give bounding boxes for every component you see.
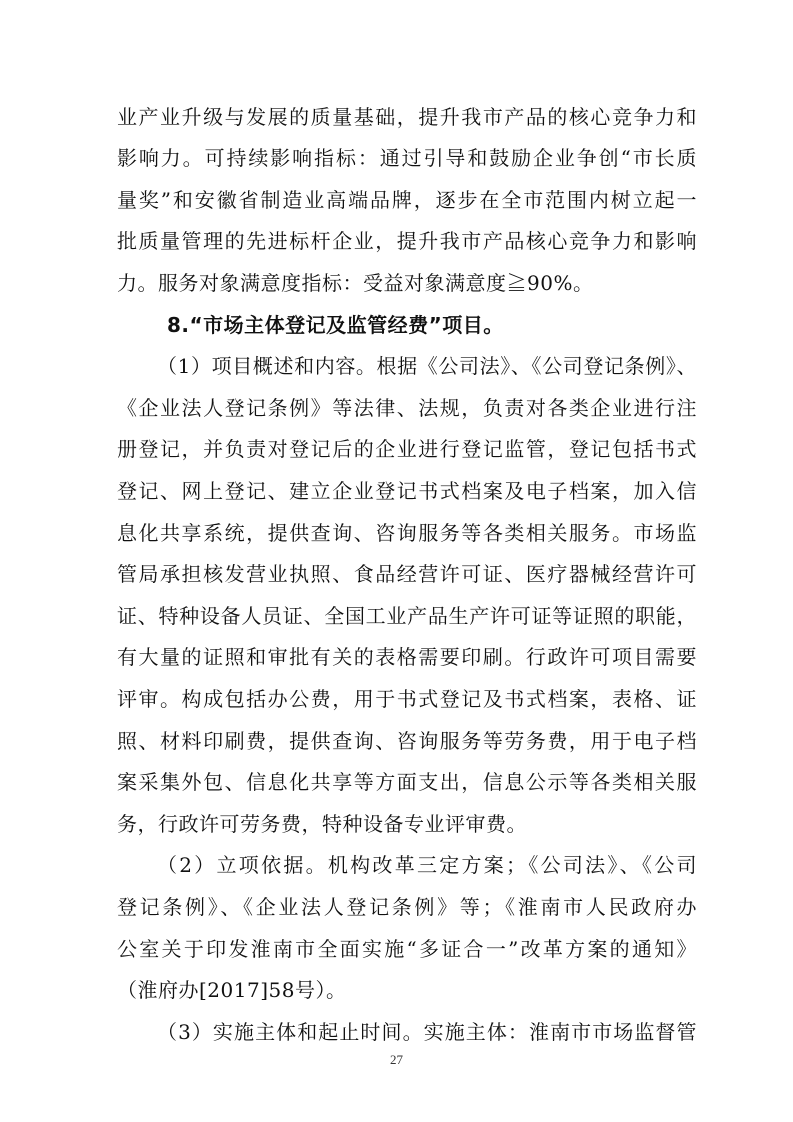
paragraph-line: 量奖”和安徽省制造业高端品牌，逐步在全市范围内树立起一 — [117, 188, 697, 212]
page-number: 27 — [390, 1052, 403, 1067]
paragraph-line: 案采集外包、信息化共享等方面支出，信息公示等各类相关服 — [117, 770, 697, 794]
paragraph-line: 册登记，并负责对登记后的企业进行登记监管，登记包括书式 — [117, 437, 697, 461]
paragraph-line: 批质量管理的先进标杆企业，提升我市产品核心竞争力和影响 — [117, 229, 697, 253]
paragraph-line: 业产业升级与发展的质量基础，提升我市产品的核心竞争力和 — [117, 105, 697, 129]
paragraph-line: 管局承担核发营业执照、食品经营许可证、医疗器械经营许可 — [117, 562, 697, 586]
section-heading: 8.“市场主体登记及监管经费”项目。 — [167, 313, 504, 337]
paragraph-line: 登记、网上登记、建立企业登记书式档案及电子档案，加入信 — [117, 479, 697, 503]
paragraph-line: （2）立项依据。机构改革三定方案；《公司法》、《公司 — [157, 853, 697, 877]
paragraph-line: 力。服务对象满意度指标：受益对象满意度≧90%。 — [117, 271, 594, 295]
paragraph-line: 有大量的证照和审批有关的表格需要印刷。行政许可项目需要 — [117, 645, 697, 669]
paragraph-line: 《企业法人登记条例》等法律、法规，负责对各类企业进行注 — [117, 396, 697, 420]
paragraph-line: 息化共享系统，提供查询、咨询服务等各类相关服务。市场监 — [117, 521, 697, 545]
paragraph-line: 务，行政许可劳务费，特种设备专业评审费。 — [117, 812, 527, 836]
paragraph-line: （3）实施主体和起止时间。实施主体：淮南市市场监督管 — [157, 1020, 697, 1044]
paragraph-line: 照、材料印刷费，提供查询、咨询服务等劳务费，用于电子档 — [117, 729, 697, 753]
paragraph-line: 登记条例》、《企业法人登记条例》等；《淮南市人民政府办 — [117, 895, 697, 919]
paragraph-line: 评审。构成包括办公费，用于书式登记及书式档案，表格、证 — [117, 687, 697, 711]
paragraph-line: 公室关于印发淮南市全面实施“多证合一”改革方案的通知》 — [117, 937, 697, 961]
paragraph-line: 影响力。可持续影响指标：通过引导和鼓励企业争创“市长质 — [117, 146, 697, 170]
paragraph-line: （淮府办[2017]58号）。 — [117, 978, 347, 1002]
paragraph-line: （1）项目概述和内容。根据《公司法》、《公司登记条例》、 — [157, 354, 697, 378]
paragraph-line: 证、特种设备人员证、全国工业产品生产许可证等证照的职能， — [117, 604, 697, 628]
